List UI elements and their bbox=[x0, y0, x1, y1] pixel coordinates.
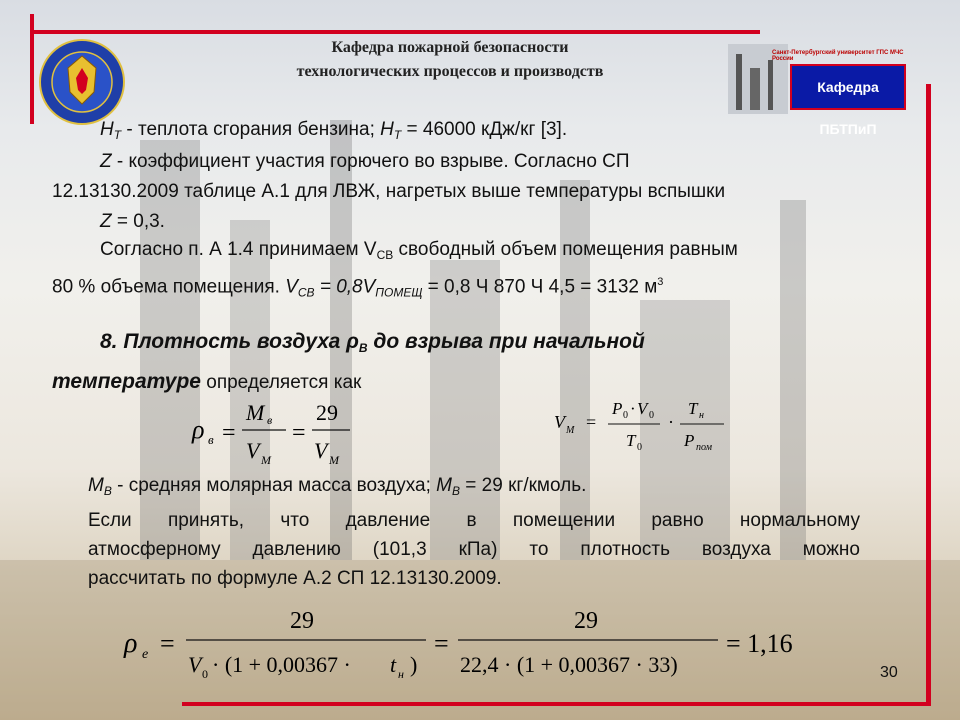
svg-text:0: 0 bbox=[649, 410, 654, 421]
svg-text:пом: пом bbox=[696, 442, 713, 453]
page-number: 30 bbox=[880, 664, 898, 681]
svg-text:29: 29 bbox=[316, 400, 338, 425]
body-line-5: Согласно п. А 1.4 принимаем $V_{СВ}$ свободный объем помещения равным bbox=[100, 239, 738, 262]
paragraph-line-3: рассчитать по формуле А.2 СП 12.13130.2009. bbox=[88, 568, 502, 589]
svg-text:=: = bbox=[434, 629, 449, 658]
section-8-heading: 8. Плотность воздуха $\rho_В$ до взрыва при начальной bbox=[100, 330, 645, 355]
svg-text:в: в bbox=[208, 432, 214, 447]
header-line-2: технологических процессов и производств bbox=[296, 63, 604, 80]
section-8-subheading: температуре определяется как bbox=[52, 370, 362, 393]
svg-text:0: 0 bbox=[637, 442, 642, 453]
svg-text:M: M bbox=[261, 453, 271, 467]
svg-text:·: · bbox=[668, 412, 674, 432]
svg-text:): ) bbox=[410, 652, 418, 677]
slide-header bbox=[200, 36, 700, 84]
svg-text:V: V bbox=[637, 399, 648, 418]
svg-text:· (1 + 0,00367 ·: · (1 + 0,00367 · bbox=[212, 652, 351, 677]
svg-text:M: M bbox=[246, 400, 265, 425]
frame-left-line bbox=[30, 14, 34, 124]
university-emblem-logo bbox=[38, 38, 126, 126]
svg-text:в: в bbox=[267, 413, 273, 427]
svg-text:T: T bbox=[626, 431, 636, 450]
svg-text:V: V bbox=[314, 438, 328, 463]
frame-top-line bbox=[30, 30, 760, 34]
svg-text:0: 0 bbox=[623, 410, 628, 421]
svg-text:M: M bbox=[566, 425, 575, 436]
department-logo-title: Кафедра ПБТПиП bbox=[790, 64, 906, 110]
svg-text:V: V bbox=[188, 652, 202, 677]
body-line-1: $H_Т$ - теплота сгорания бензина; $H_Т = 46000$ кДж/кг [3]. bbox=[100, 119, 568, 142]
svg-text:P: P bbox=[684, 431, 695, 450]
formula-molar-volume bbox=[552, 396, 742, 462]
svg-text:=: = bbox=[222, 420, 236, 446]
pressure-paragraph bbox=[88, 506, 860, 593]
svg-text:t: t bbox=[390, 652, 397, 677]
body-line-6: 80 % объема помещения. $V_{СВ} = 0,8V_{ПОМЕЩ} = 0,8$ Ч 870 Ч 4,5 = 3132 $м^3$ bbox=[52, 276, 664, 300]
svg-text:M: M bbox=[329, 453, 339, 467]
svg-text:е: е bbox=[142, 647, 149, 662]
svg-text:=: = bbox=[160, 629, 175, 658]
formula-air-density bbox=[188, 396, 368, 470]
svg-text:22,4 · (1 + 0,00367 · 33): 22,4 · (1 + 0,00367 · 33) bbox=[460, 652, 678, 677]
svg-text:V: V bbox=[246, 438, 260, 463]
paragraph-line-2: атмосферному давлению (101,3 кПа) то плотность воздуха можно bbox=[88, 539, 860, 560]
svg-text:ρ: ρ bbox=[192, 415, 205, 444]
svg-text:=: = bbox=[292, 420, 306, 446]
svg-text:н: н bbox=[398, 667, 404, 681]
department-logo-caption: Санкт-Петербургский университет ГПС МЧС России bbox=[772, 50, 904, 62]
body-line-4: Z = 0,3. bbox=[100, 211, 165, 232]
svg-text:н: н bbox=[699, 410, 704, 421]
svg-text:0: 0 bbox=[202, 667, 208, 681]
svg-text:V: V bbox=[554, 412, 565, 432]
body-line-2: Z - коэффициент участия горючего во взрыве. Согласно СП bbox=[100, 151, 630, 172]
paragraph-line-1: Если принять, что давление в помещении равно нормальному bbox=[88, 510, 860, 531]
svg-text:T: T bbox=[688, 399, 698, 418]
svg-text:29: 29 bbox=[574, 608, 598, 634]
molar-mass-line: $M_В$ - средняя молярная масса воздуха; $M_В = 29$ кг/кмоль. bbox=[88, 475, 587, 498]
svg-text:29: 29 bbox=[290, 608, 314, 634]
header-line-1: Кафедра пожарной безопасности bbox=[331, 39, 569, 56]
frame-bottom-line bbox=[182, 702, 931, 706]
frame-right-line bbox=[926, 84, 931, 704]
body-line-3: 12.13130.2009 таблице А.1 для ЛВЖ, нагретых выше температуры вспышки bbox=[52, 181, 726, 202]
svg-text:ρ: ρ bbox=[124, 628, 138, 659]
svg-text:=: = bbox=[586, 412, 597, 432]
svg-text:= 1,16: = 1,16 bbox=[726, 629, 793, 658]
svg-text:P: P bbox=[612, 399, 623, 418]
svg-text:·: · bbox=[630, 399, 636, 418]
formula-final-density bbox=[118, 604, 818, 684]
